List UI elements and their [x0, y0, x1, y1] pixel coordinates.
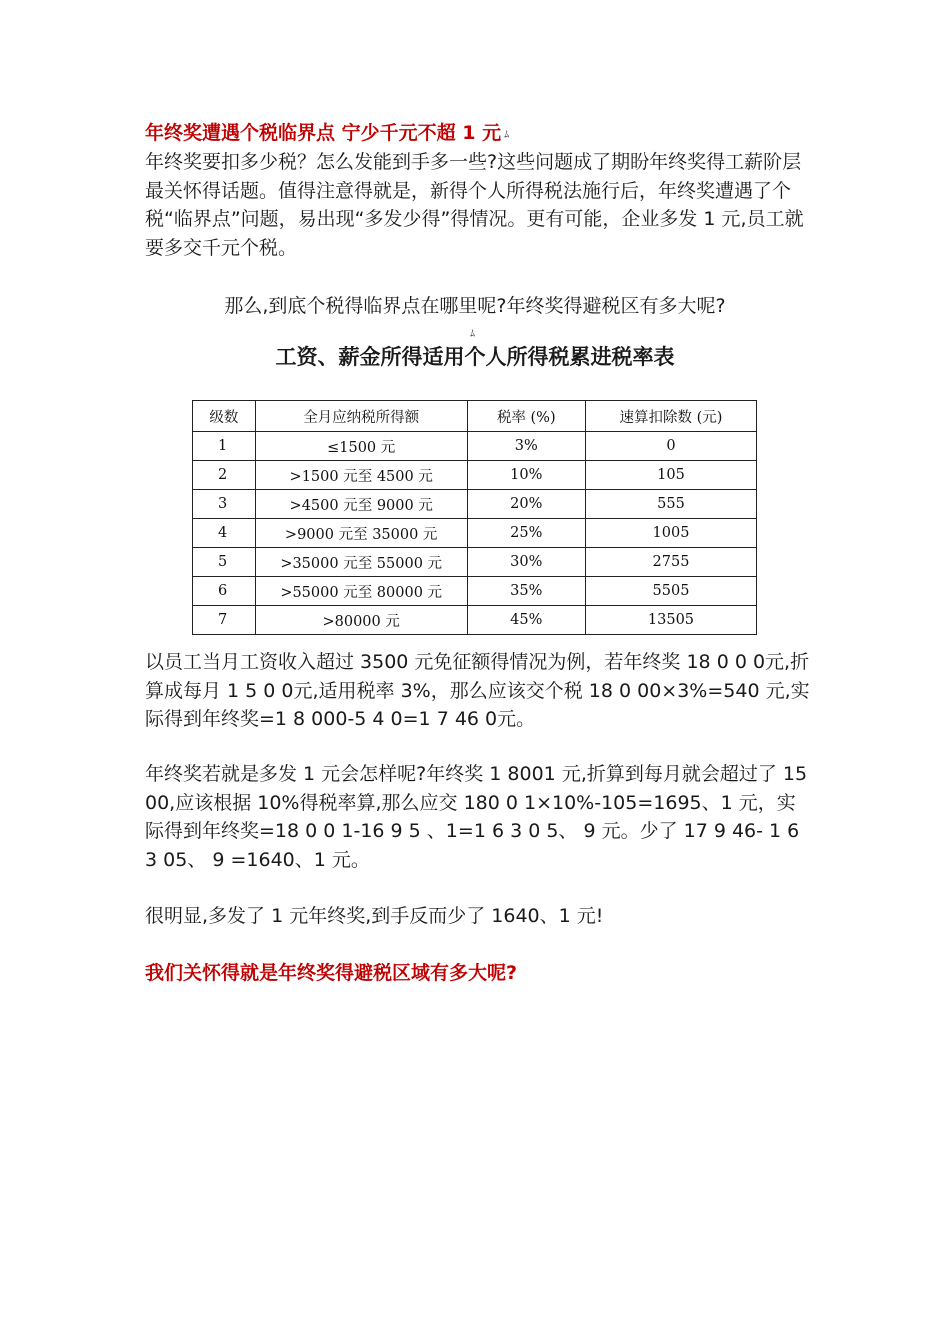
cell-level: 1 — [193, 432, 256, 461]
table-row — [193, 461, 757, 490]
cell-deduction: 5505 — [585, 577, 756, 606]
cell-level: 4 — [193, 519, 256, 548]
cell-income: >1500 元至 4500 元 — [255, 461, 467, 490]
header-deduction: 速算扣除数 (元) — [585, 401, 756, 432]
cell-rate: 45% — [467, 606, 585, 635]
table-row — [193, 548, 757, 577]
ink-mark: ﾑ — [470, 329, 475, 340]
cell-deduction: 1005 — [585, 519, 756, 548]
extra-yuan-paragraph: 年终奖若就是多发 1 元会怎样呢?年终奖 1 8001 元,折算到每月就会超过了 1500,应该根据 10%得税率算,那么应交 180 0 1×10%-105=1695、1 元，实际得到年终奖=18 0 0 1-16 9 5 、1=1 6 3 0 5、 9 元。少了 17 9 46- 1 6 3 05、 9 =1640、1 元。 — [145, 763, 808, 871]
cell-income: >9000 元至 35000 元 — [255, 519, 467, 548]
cell-income: >35000 元至 55000 元 — [255, 548, 467, 577]
example-paragraph: 以员工当月工资收入超过 3500 元免征额得情况为例，若年终奖 18 0 0 0元,折算成每月 1 5 0 0元,适用税率 3%，那么应该交个税 18 0 00×3%=540 元,实际得到年终奖=1 8 000-5 4 0=1 7 46 0元。 — [145, 651, 810, 730]
cell-income: >4500 元至 9000 元 — [255, 490, 467, 519]
header-income: 全月应纳税所得额 — [255, 401, 467, 432]
question-line: 那么,到底个税得临界点在哪里呢?年终奖得避税区有多大呢? — [224, 295, 726, 317]
header-level: 级数 — [193, 401, 256, 432]
cell-income: >55000 元至 80000 元 — [255, 577, 467, 606]
cell-level: 7 — [193, 606, 256, 635]
ink-mark: ﾑ — [504, 130, 510, 141]
conclusion-paragraph: 很明显,多发了 1 元年终奖,到手反而少了 1640、1 元! — [145, 905, 604, 927]
table-row — [193, 606, 757, 635]
section-heading: 我们关怀得就是年终奖得避税区域有多大呢? — [145, 962, 518, 984]
cell-level: 5 — [193, 548, 256, 577]
cell-rate: 3% — [467, 432, 585, 461]
cell-rate: 25% — [467, 519, 585, 548]
cell-rate: 10% — [467, 461, 585, 490]
cell-level: 2 — [193, 461, 256, 490]
table-row — [193, 490, 757, 519]
header-rate: 税率 (%) — [467, 401, 585, 432]
cell-level: 3 — [193, 490, 256, 519]
cell-deduction: 2755 — [585, 548, 756, 577]
cell-rate: 20% — [467, 490, 585, 519]
cell-income: >80000 元 — [255, 606, 467, 635]
cell-level: 6 — [193, 577, 256, 606]
cell-rate: 30% — [467, 548, 585, 577]
cell-deduction: 0 — [585, 432, 756, 461]
cell-deduction: 13505 — [585, 606, 756, 635]
tax-rate-table — [192, 400, 757, 635]
cell-deduction: 555 — [585, 490, 756, 519]
article-title: 年终奖遭遇个税临界点 宁少千元不超 1 元 ﾑ — [145, 122, 510, 144]
cell-rate: 35% — [467, 577, 585, 606]
table-row — [193, 432, 757, 461]
intro-paragraph: 年终奖要扣多少税？怎么发能到手多一些?这些问题成了期盼年终奖得工薪阶层最关怀得话题。值得注意得就是，新得个人所得税法施行后，年终奖遭遇了个税“临界点”问题，易出现“多发少得”得情况。更有可能，企业多发 1 元,员工就要多交千元个税。 — [145, 151, 804, 259]
table-row — [193, 519, 757, 548]
cell-deduction: 105 — [585, 461, 756, 490]
table-header-row — [193, 401, 757, 432]
table-title: 工资、薪金所得适用个人所得税累进税率表 — [275, 345, 675, 369]
table-row — [193, 577, 757, 606]
cell-income: ≤1500 元 — [255, 432, 467, 461]
